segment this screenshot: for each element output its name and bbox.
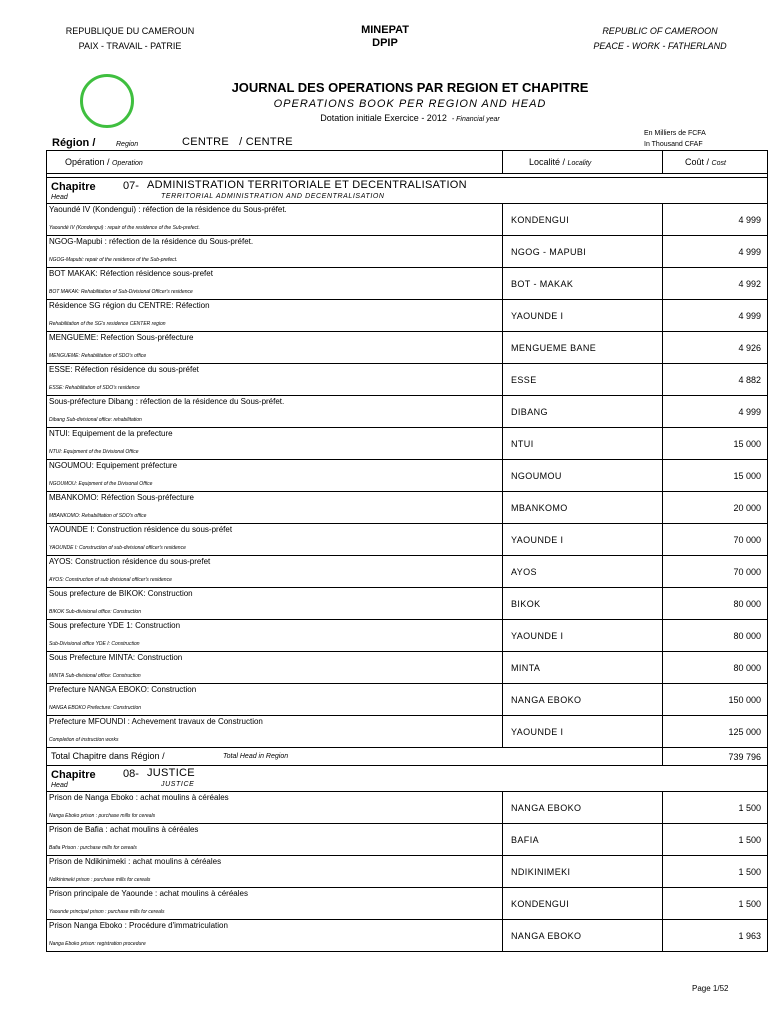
operation-en: ESSE: Rehabilitation of SDO's residence — [49, 385, 140, 391]
table-row — [47, 556, 768, 588]
operation-fr: Résidence SG région du CENTRE: Réfection — [49, 301, 210, 310]
operation-en: NTUI: Equipment of the Divisional Office — [49, 449, 139, 455]
operation-fr: YAOUNDE I: Construction résidence du sous-préfet — [49, 525, 233, 534]
table-row — [47, 652, 768, 684]
table-row — [47, 460, 768, 492]
operation-cell — [47, 824, 503, 856]
locality-cell: YAOUNDE I — [503, 524, 663, 556]
operation-en: NGOG-Mapubi: repair of the residence of the Sub-prefect. — [49, 257, 178, 263]
chapter-cell — [47, 178, 768, 204]
operation-en: MENGUEME: Rehabilitation of SDO's office — [49, 353, 147, 359]
cost-cell: 70 000 — [663, 524, 768, 556]
col-cost — [663, 151, 768, 174]
page-title: JOURNAL DES OPERATIONS PAR REGION ET CHAPITRE — [231, 80, 589, 95]
operation-cell — [47, 920, 503, 952]
operation-description — [47, 460, 502, 491]
operation-description — [47, 888, 502, 919]
locality-cell: YAOUNDE I — [503, 620, 663, 652]
operation-description — [47, 684, 502, 715]
locality-cell: NGOUMOU — [503, 460, 663, 492]
total-label-fr: Total Chapitre dans Région / — [51, 751, 165, 761]
locality-cell: ESSE — [503, 364, 663, 396]
total-label — [47, 748, 662, 765]
locality-cell: BOT - MAKAK — [503, 268, 663, 300]
col-operation-en: Operation — [112, 160, 143, 167]
operation-en: Rehabilitation of the SG's residence CENTER region — [49, 321, 166, 327]
header-center — [330, 24, 440, 50]
operation-cell — [47, 792, 503, 824]
operation-en: Ndikinimeki prison : purchase mills for cereals — [49, 877, 151, 883]
operation-en: MBANKOMO: Rehabilitation of SDO's office — [49, 513, 147, 519]
operation-description — [47, 856, 502, 887]
operation-cell — [47, 652, 503, 684]
header-left — [40, 24, 220, 54]
operation-fr: ESSE: Réfection résidence du sous-préfet — [49, 365, 199, 374]
table-row — [47, 396, 768, 428]
units-en: In Thousand CFAF — [644, 141, 703, 148]
operation-cell — [47, 396, 503, 428]
col-locality-en: Locality — [567, 160, 592, 167]
table-row — [47, 268, 768, 300]
operation-description — [47, 236, 502, 267]
chapter-number: 07- — [123, 180, 139, 192]
locality-cell: NTUI — [503, 428, 663, 460]
chapter-name: ADMINISTRATION TERRITORIALE ET DECENTRALISATION — [147, 179, 467, 191]
operation-fr: Prefecture MFOUNDI : Achevement travaux de Construction — [49, 717, 263, 726]
country-name-en: REPUBLIC OF CAMEROON — [602, 26, 718, 36]
table-row — [47, 236, 768, 268]
units-fr: En Milliers de FCFA — [644, 130, 706, 137]
locality-cell: NANGA EBOKO — [503, 920, 663, 952]
locality-cell: BAFIA — [503, 824, 663, 856]
operation-fr: Prison de Nanga Eboko : achat moulins à céréales — [49, 793, 229, 802]
operation-cell — [47, 492, 503, 524]
operation-description — [47, 652, 502, 683]
operation-description — [47, 364, 502, 395]
chapter-number: 08- — [123, 768, 139, 780]
operation-fr: NGOG-Mapubi : réfection de la résidence du Sous-préfet. — [49, 237, 254, 246]
motto-en: PEACE - WORK - FATHERLAND — [593, 41, 727, 51]
chapter-head-en: Head — [51, 782, 68, 789]
operation-fr: MBANKOMO: Réfection Sous-préfecture — [49, 493, 194, 502]
locality-cell: MINTA — [503, 652, 663, 684]
locality-cell: KONDENGUI — [503, 204, 663, 236]
cost-cell: 4 926 — [663, 332, 768, 364]
table-row — [47, 332, 768, 364]
operation-cell — [47, 428, 503, 460]
department-name: DPIP — [372, 37, 398, 49]
operation-cell — [47, 300, 503, 332]
operation-description — [47, 268, 502, 299]
locality-cell: DIBANG — [503, 396, 663, 428]
locality-cell: NDIKINIMEKI — [503, 856, 663, 888]
operation-fr: MENGUEME: Refection Sous-préfecture — [49, 333, 194, 342]
total-row — [47, 748, 768, 766]
table-row — [47, 204, 768, 236]
table-row — [47, 524, 768, 556]
operation-description — [47, 716, 502, 747]
operation-cell — [47, 204, 503, 236]
cost-cell: 15 000 — [663, 428, 768, 460]
operation-description — [47, 204, 502, 235]
locality-cell: NANGA EBOKO — [503, 792, 663, 824]
cost-cell: 150 000 — [663, 684, 768, 716]
operation-cell — [47, 460, 503, 492]
operation-fr: Prison principale de Yaounde : achat moulins à céréales — [49, 889, 248, 898]
total-label-en: Total Head in Region — [223, 753, 289, 760]
chapter-head-en: Head — [51, 194, 68, 201]
cost-cell: 1 500 — [663, 888, 768, 920]
cost-cell: 1 500 — [663, 792, 768, 824]
operation-description — [47, 556, 502, 587]
chapter-name: JUSTICE — [147, 767, 195, 779]
operation-en: Sub-Divisional office YDE I: Construction — [49, 641, 140, 647]
cost-cell: 80 000 — [663, 652, 768, 684]
operation-cell — [47, 556, 503, 588]
cost-cell: 80 000 — [663, 620, 768, 652]
region-label: Région / — [52, 137, 96, 149]
locality-cell: YAOUNDE I — [503, 716, 663, 748]
cost-cell: 4 999 — [663, 396, 768, 428]
operation-en: Nanga Eboko prison : purchase mills for cereals — [49, 813, 156, 819]
page-number: Page 1/52 — [692, 984, 729, 993]
operation-description — [47, 588, 502, 619]
chapter-label: Chapitre — [51, 769, 96, 781]
operation-cell — [47, 620, 503, 652]
cost-cell: 15 000 — [663, 460, 768, 492]
operation-description — [47, 428, 502, 459]
cost-cell: 125 000 — [663, 716, 768, 748]
table-row — [47, 588, 768, 620]
operation-fr: Yaoundé IV (Kondengui) : réfection de la résidence du Sous-préfet. — [49, 205, 287, 214]
operation-description — [47, 920, 502, 951]
table-row — [47, 364, 768, 396]
col-operation-label: Opération / — [65, 157, 110, 167]
chapter-header — [47, 178, 767, 203]
col-locality-label: Localité / — [529, 157, 566, 167]
operation-fr: Prefecture NANGA EBOKO: Construction — [49, 685, 197, 694]
cost-cell: 1 500 — [663, 856, 768, 888]
cost-cell: 20 000 — [663, 492, 768, 524]
cost-cell: 4 999 — [663, 300, 768, 332]
operation-en: AYOS: Construction of sub divisional officer's residence — [49, 577, 172, 583]
operation-fr: Sous Prefecture MINTA: Construction — [49, 653, 183, 662]
operation-fr: NGOUMOU: Equipement préfecture — [49, 461, 178, 470]
operation-fr: BOT MAKAK: Réfection résidence sous-prefet — [49, 269, 213, 278]
operation-description — [47, 332, 502, 363]
operation-cell — [47, 332, 503, 364]
cost-cell: 1 500 — [663, 824, 768, 856]
table-row — [47, 824, 768, 856]
operation-fr: NTUI: Equipement de la prefecture — [49, 429, 173, 438]
total-label-cell — [47, 748, 663, 766]
operation-cell — [47, 888, 503, 920]
operation-en: Yaoundé IV (Kondengui) : repair of the residence of the Sub-prefect. — [49, 225, 200, 231]
operation-description — [47, 396, 502, 427]
operation-description — [47, 620, 502, 651]
operation-description — [47, 492, 502, 523]
col-cost-en: Cost — [711, 160, 726, 167]
operation-cell — [47, 236, 503, 268]
chapter-cell — [47, 766, 768, 792]
cost-cell: 80 000 — [663, 588, 768, 620]
operation-en: Yaounde principal prison : purchase mills for cereals — [49, 909, 165, 915]
operation-fr: Sous-préfecture Dibang : réfection de la résidence du Sous-préfet. — [49, 397, 285, 406]
table-row — [47, 856, 768, 888]
operation-en: Completion of instruction works — [49, 737, 119, 743]
table-row — [47, 684, 768, 716]
operation-description — [47, 524, 502, 555]
operation-en: NGOUMOU: Equipment of the Divisonal Office — [49, 481, 153, 487]
region-value: CENTRE / CENTRE — [182, 136, 293, 148]
motto-fr: PAIX - TRAVAIL - PATRIE — [78, 41, 182, 51]
operation-cell — [47, 268, 503, 300]
dotation-en: - Financial year — [451, 116, 500, 123]
operation-en: BIKOK Sub-divisional office: Construction — [49, 609, 141, 615]
operation-fr: Sous prefecture YDE 1: Construction — [49, 621, 181, 630]
operation-cell — [47, 684, 503, 716]
operation-description — [47, 824, 502, 855]
table-row — [47, 492, 768, 524]
locality-cell: MBANKOMO — [503, 492, 663, 524]
locality-cell: YAOUNDE I — [503, 300, 663, 332]
operation-cell — [47, 588, 503, 620]
operation-en: YAOUNDE I: Construction of sub-divisional officer's residence — [49, 545, 186, 551]
operation-cell — [47, 364, 503, 396]
operation-fr: Prison Nanga Eboko : Procédure d'immatriculation — [49, 921, 228, 930]
locality-cell: BIKOK — [503, 588, 663, 620]
operation-description — [47, 792, 502, 823]
cost-cell: 70 000 — [663, 556, 768, 588]
table-row — [47, 300, 768, 332]
dotation-line — [150, 113, 670, 123]
operation-en: MINTA Sub-divisional office: Construction — [49, 673, 141, 679]
table-row — [47, 920, 768, 952]
chapter-row — [47, 766, 768, 792]
table-row — [47, 428, 768, 460]
operation-cell — [47, 524, 503, 556]
col-locality — [503, 151, 663, 174]
operation-en: NANGA EBOKO Prefecture: Construction — [49, 705, 142, 711]
column-header-row — [47, 151, 768, 174]
operation-cell — [47, 856, 503, 888]
country-name-fr: REPUBLIQUE DU CAMEROUN — [65, 26, 195, 36]
operations-table — [46, 150, 768, 952]
chapter-name-en: TERRITORIAL ADMINISTRATION AND DECENTRALISATION — [161, 193, 385, 200]
units-note — [644, 128, 706, 150]
operation-en: BOT MAKAK: Rehabilitation of Sub-Divisional Officer's residence — [49, 289, 193, 295]
operation-description — [47, 300, 502, 331]
chapter-header — [47, 766, 767, 791]
operation-fr: Prison de Bafia : achat moulins à céréales — [49, 825, 199, 834]
total-value: 739 796 — [663, 748, 768, 766]
table-row — [47, 620, 768, 652]
cost-cell: 4 999 — [663, 236, 768, 268]
locality-cell: KONDENGUI — [503, 888, 663, 920]
operation-en: Bafia Prison : purchase mills for cereals — [49, 845, 137, 851]
operation-en: Nanga Eboko prison: registration procedure — [49, 941, 146, 947]
locality-cell: NANGA EBOKO — [503, 684, 663, 716]
ministry-name: MINEPAT — [361, 24, 409, 36]
col-cost-label: Coût / — [685, 157, 710, 167]
logo-circle — [80, 74, 134, 128]
cost-cell: 4 992 — [663, 268, 768, 300]
chapter-name-en: JUSTICE — [161, 781, 195, 788]
locality-cell: AYOS — [503, 556, 663, 588]
header-right — [560, 24, 760, 54]
operation-fr: AYOS: Construction résidence du sous-prefet — [49, 557, 211, 566]
col-operation — [47, 151, 503, 174]
operation-en: Dibang Sub-divisional office: rehabilitation — [49, 417, 142, 423]
operation-fr: Prison de Ndikinimeki : achat moulins à céréales — [49, 857, 222, 866]
operation-cell — [47, 716, 503, 748]
chapter-label: Chapitre — [51, 181, 96, 193]
locality-cell: NGOG - MAPUBI — [503, 236, 663, 268]
cost-cell: 4 882 — [663, 364, 768, 396]
locality-cell: MENGUEME BANE — [503, 332, 663, 364]
table-row — [47, 716, 768, 748]
cost-cell: 4 999 — [663, 204, 768, 236]
table-row — [47, 792, 768, 824]
page-subtitle: OPERATIONS BOOK PER REGION AND HEAD — [273, 98, 547, 110]
cost-cell: 1 963 — [663, 920, 768, 952]
operation-fr: Sous prefecture de BIKOK: Construction — [49, 589, 193, 598]
table-row — [47, 888, 768, 920]
region-label-en: Region — [116, 141, 139, 148]
chapter-row — [47, 178, 768, 204]
dotation-text: Dotation initiale Exercice - 2012 — [320, 113, 447, 123]
